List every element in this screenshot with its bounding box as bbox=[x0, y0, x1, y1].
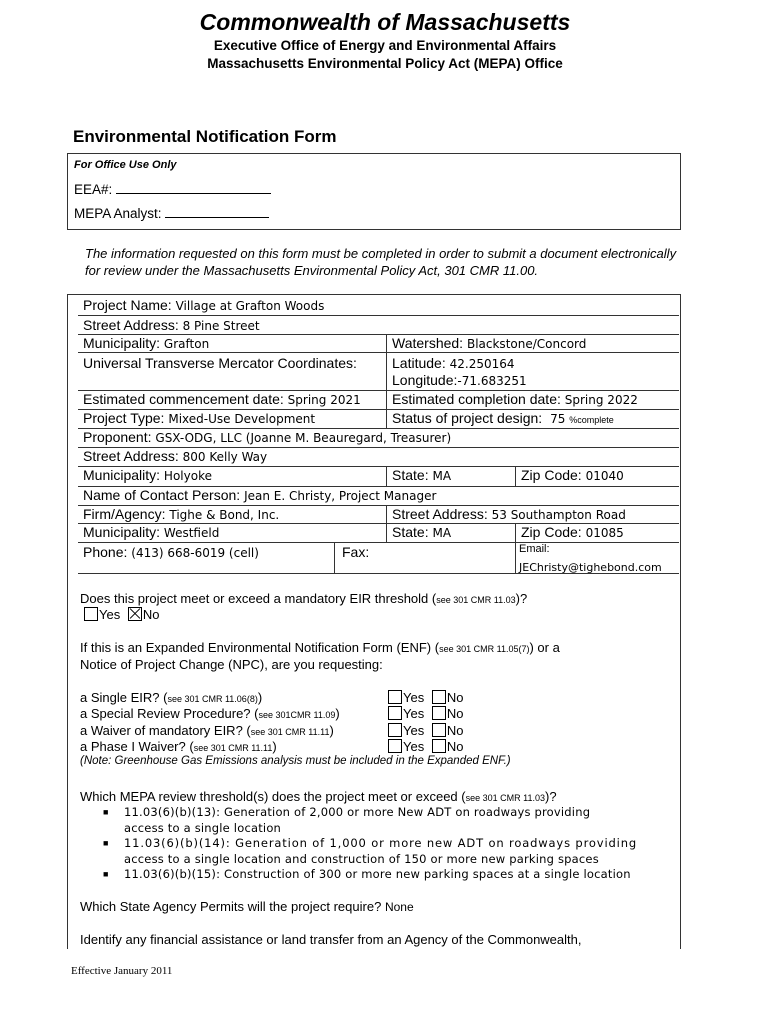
bullet-marker: ■ bbox=[103, 869, 109, 879]
contact-person-label: Name of Contact Person: bbox=[83, 487, 241, 503]
commencement-value[interactable]: Spring 2021 bbox=[287, 393, 361, 407]
fax-field[interactable] bbox=[342, 544, 369, 560]
project-municipality-label: Municipality: bbox=[83, 335, 161, 351]
eea-blank[interactable] bbox=[116, 181, 271, 194]
enf-question-line2: Notice of Project Change (NPC), are you requesting: bbox=[80, 657, 383, 672]
firm-agency-field[interactable] bbox=[83, 506, 279, 522]
phone-field[interactable] bbox=[83, 544, 259, 560]
permits-question: Which State Agency Permits will the project require? None bbox=[80, 899, 414, 914]
waiver-options: Yes No bbox=[388, 723, 463, 738]
eir-yes-checkbox[interactable] bbox=[84, 607, 98, 621]
mepa-analyst-field[interactable] bbox=[74, 205, 269, 221]
eea-number-field[interactable] bbox=[74, 181, 271, 197]
project-type-value[interactable]: Mixed-Use Development bbox=[168, 412, 316, 426]
special-review-yes-checkbox[interactable] bbox=[388, 706, 402, 720]
commencement-date-field[interactable] bbox=[83, 391, 361, 407]
financial-assistance-question: Identify any financial assistance or land transfer from an Agency of the Commonwealth, bbox=[80, 932, 582, 947]
email-value[interactable]: JEChristy@tighebond.com bbox=[519, 561, 662, 574]
office-use-label: For Office Use Only bbox=[74, 159, 177, 171]
eir-yes-label: Yes bbox=[99, 607, 121, 622]
threshold-item-2: 11.03(6)(b)(14): Generation of 1,000 or more new ADT on roadways providing bbox=[124, 836, 637, 850]
single-eir-question: a Single EIR? (see 301 CMR 11.06(8)) bbox=[80, 690, 263, 705]
phase1-waiver-question: a Phase I Waiver? (see 301 CMR 11.11) bbox=[80, 739, 277, 754]
threshold-item-3: 11.03(6)(b)(15): Construction of 300 or more new parking spaces at a single location bbox=[124, 867, 631, 881]
proponent-zip-label: Zip Code: bbox=[521, 467, 582, 483]
project-street-label: Street Address: bbox=[83, 317, 179, 333]
project-type-label: Project Type: bbox=[83, 410, 165, 426]
project-street-field[interactable] bbox=[83, 317, 260, 333]
phone-value[interactable]: (413) 668-6019 (cell) bbox=[131, 546, 259, 560]
completion-date-field[interactable] bbox=[392, 391, 638, 407]
bullet-marker: ■ bbox=[103, 838, 109, 848]
single-eir-no-checkbox[interactable] bbox=[432, 690, 446, 704]
longitude-value[interactable]: -71.683251 bbox=[457, 374, 527, 388]
firm-street-label: Street Address: bbox=[392, 506, 488, 522]
firm-zip-value[interactable]: 01085 bbox=[585, 526, 624, 540]
eea-label: EEA#: bbox=[74, 182, 113, 197]
proponent-municipality-field[interactable] bbox=[83, 467, 212, 483]
mandatory-eir-options bbox=[84, 607, 159, 622]
firm-municipality-label: Municipality: bbox=[83, 524, 161, 540]
firm-state-field[interactable] bbox=[392, 524, 451, 540]
ghg-note: (Note: Greenhouse Gas Emissions analysis must be included in the Expanded ENF.) bbox=[80, 755, 511, 767]
analyst-blank[interactable] bbox=[165, 205, 269, 218]
form-title: Environmental Notification Form bbox=[73, 127, 337, 146]
email-field[interactable] bbox=[519, 558, 662, 574]
phase1-no-checkbox[interactable] bbox=[432, 739, 446, 753]
watershed-label: Watershed: bbox=[392, 335, 464, 351]
firm-street-field[interactable] bbox=[392, 506, 626, 522]
waiver-question: a Waiver of mandatory EIR? (see 301 CMR 11.11) bbox=[80, 723, 334, 738]
single-eir-yes-checkbox[interactable] bbox=[388, 690, 402, 704]
office-subtitle: Massachusetts Environmental Policy Act (MEPA) Office bbox=[207, 56, 563, 71]
waiver-no-checkbox[interactable] bbox=[432, 723, 446, 737]
proponent-state-value[interactable]: MA bbox=[432, 469, 452, 483]
longitude-label: Longitude: bbox=[392, 372, 458, 388]
contact-person-field[interactable] bbox=[83, 487, 436, 503]
project-name-label: Project Name: bbox=[83, 297, 172, 313]
firm-state-label: State: bbox=[392, 524, 429, 540]
eir-no-label: No bbox=[142, 607, 160, 622]
special-review-question: a Special Review Procedure? (see 301CMR 11.09) bbox=[80, 706, 340, 721]
firm-agency-label: Firm/Agency: bbox=[83, 506, 166, 522]
completion-label: Estimated completion date: bbox=[392, 391, 561, 407]
contact-person-value[interactable]: Jean E. Christy, Project Manager bbox=[244, 489, 437, 503]
footer-effective-date: Effective January 2011 bbox=[71, 965, 173, 977]
project-name-field[interactable] bbox=[83, 297, 324, 313]
proponent-label: Proponent: bbox=[83, 429, 152, 445]
design-status-value[interactable]: 75 bbox=[550, 412, 566, 426]
proponent-state-field[interactable] bbox=[392, 467, 451, 483]
latitude-value[interactable]: 42.250164 bbox=[449, 357, 515, 371]
firm-agency-value[interactable]: Tighe & Bond, Inc. bbox=[169, 508, 280, 522]
latitude-field[interactable] bbox=[392, 355, 515, 371]
watershed-value[interactable]: Blackstone/Concord bbox=[466, 337, 587, 351]
firm-zip-field[interactable] bbox=[521, 524, 624, 540]
threshold-item-1: 11.03(6)(b)(13): Generation of 2,000 or more New ADT on roadways providing bbox=[124, 805, 591, 819]
enf-question-line1: If this is an Expanded Environmental Notification Form (ENF) (see 301 CMR 11.05(7)) or a bbox=[80, 640, 560, 655]
proponent-municipality-value[interactable]: Holyoke bbox=[163, 469, 212, 483]
eir-no-checkbox[interactable] bbox=[128, 607, 142, 621]
phase1-yes-checkbox[interactable] bbox=[388, 739, 402, 753]
instructions-text: The information requested on this form must be completed in order to submit a document electronically for review under the Massachusetts Environmental Policy Act, 301 CMR 11.00. bbox=[85, 246, 677, 278]
bullet-marker: ■ bbox=[103, 807, 109, 817]
special-review-options: Yes No bbox=[388, 706, 463, 721]
longitude-field[interactable] bbox=[392, 372, 527, 388]
watershed-field[interactable] bbox=[392, 335, 586, 351]
single-eir-options: Yes No bbox=[388, 690, 463, 705]
project-municipality-value[interactable]: Grafton bbox=[163, 337, 210, 351]
proponent-state-label: State: bbox=[392, 467, 429, 483]
commencement-label: Estimated commencement date: bbox=[83, 391, 284, 407]
fax-label: Fax: bbox=[342, 544, 370, 560]
project-type-field[interactable] bbox=[83, 410, 315, 426]
agency-subtitle: Executive Office of Energy and Environmental Affairs bbox=[213, 38, 557, 53]
analyst-label: MEPA Analyst: bbox=[74, 206, 162, 221]
threshold-question: Which MEPA review threshold(s) does the project meet or exceed (see 301 CMR 11.03)? bbox=[80, 789, 557, 804]
project-street-value[interactable]: 8 Pine Street bbox=[182, 319, 260, 333]
threshold-item-2-cont: access to a single location and construction of 150 or more new parking spaces bbox=[124, 852, 599, 866]
phase1-waiver-options: Yes No bbox=[388, 739, 463, 754]
utm-label: Universal Transverse Mercator Coordinates: bbox=[83, 355, 357, 371]
proponent-zip-field[interactable] bbox=[521, 467, 624, 483]
proponent-street-label: Street Address: bbox=[83, 448, 179, 464]
document-title: Commonwealth of Massachusetts bbox=[199, 9, 571, 35]
design-status-label: Status of project design: bbox=[392, 410, 543, 426]
design-status-field[interactable] bbox=[392, 410, 614, 426]
phone-label: Phone: bbox=[83, 544, 128, 560]
mandatory-eir-question: Does this project meet or exceed a mandatory EIR threshold (see 301 CMR 11.03)? bbox=[80, 591, 528, 606]
proponent-value[interactable]: GSX-ODG, LLC (Joanne M. Beauregard, Treasurer) bbox=[155, 431, 452, 445]
proponent-zip-value[interactable]: 01040 bbox=[585, 469, 624, 483]
firm-municipality-field[interactable] bbox=[83, 524, 219, 540]
proponent-municipality-label: Municipality: bbox=[83, 467, 161, 483]
project-name-value[interactable]: Village at Grafton Woods bbox=[175, 299, 325, 313]
firm-zip-label: Zip Code: bbox=[521, 524, 582, 540]
firm-municipality-value[interactable]: Westfield bbox=[163, 526, 220, 540]
threshold-item-1-cont: access to a single location bbox=[124, 821, 282, 835]
design-status-unit: %complete bbox=[569, 415, 614, 425]
email-field-label: Email: bbox=[519, 543, 550, 555]
completion-value[interactable]: Spring 2022 bbox=[564, 393, 638, 407]
firm-street-value[interactable]: 53 Southampton Road bbox=[491, 508, 626, 522]
project-municipality-field[interactable] bbox=[83, 335, 209, 351]
permits-answer[interactable]: None bbox=[384, 900, 414, 914]
special-review-no-checkbox[interactable] bbox=[432, 706, 446, 720]
latitude-label: Latitude: bbox=[392, 355, 446, 371]
waiver-yes-checkbox[interactable] bbox=[388, 723, 402, 737]
firm-state-value[interactable]: MA bbox=[432, 526, 452, 540]
proponent-street-value[interactable]: 800 Kelly Way bbox=[182, 450, 268, 464]
proponent-street-field[interactable] bbox=[83, 448, 267, 464]
proponent-field[interactable] bbox=[83, 429, 451, 445]
